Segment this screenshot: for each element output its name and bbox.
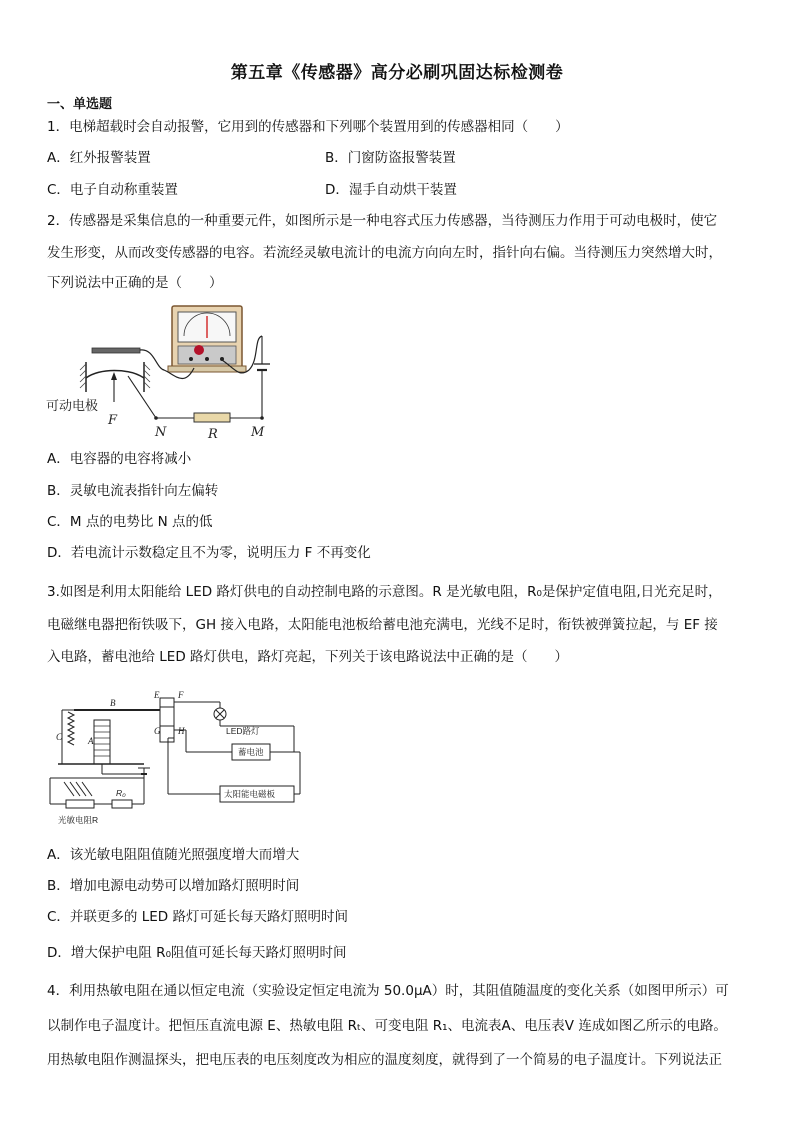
- galvanometer-icon: [168, 306, 246, 372]
- q2-stem-line-1: 2．传感器是采集信息的一种重要元件，如图所示是一种电容式压力传感器，当待测压力作用于可动电极时，使它: [47, 213, 718, 229]
- label-led-lamp: LED路灯: [226, 726, 260, 736]
- q2-stem-line-2: 发生形变，从而改变传感器的电容。若流经灵敏电流计的电流方向向左时，指针向右偏。当待测压力突然增大时，: [47, 245, 722, 261]
- page-title: 第五章《传感器》高分必刷巩固达标检测卷: [230, 63, 564, 83]
- q3-option-b[interactable]: B．增加电源电动势可以增加路灯照明时间: [47, 878, 300, 894]
- label-C: C: [56, 732, 63, 742]
- label-H: H: [178, 726, 185, 736]
- q2-stem-line-3: 下列说法中正确的是（ ）: [47, 275, 223, 291]
- label-F: F: [108, 413, 118, 428]
- label-solar-panel: 太阳能电磁板: [224, 789, 276, 799]
- label-A: A: [88, 736, 94, 746]
- q1-stem: 1．电梯超载时会自动报警，它用到的传感器和下列哪个装置用到的传感器相同（ ）: [47, 119, 569, 135]
- q4-stem-line-1: 4．利用热敏电阻在通以恒定电流（实验设定恒定电流为 50.0μA）时，其阻值随温度的变化关系（如图甲所示）可: [47, 983, 729, 999]
- label-photoresistor: 光敏电阻R: [58, 815, 99, 825]
- q3-option-c[interactable]: C．并联更多的 LED 路灯可延长每天路灯照明时间: [47, 909, 348, 925]
- label-movable-electrode: 可动电极: [46, 398, 99, 413]
- q1-option-c[interactable]: C．电子自动称重装置: [47, 182, 178, 198]
- label-B: B: [110, 698, 116, 708]
- q2-option-c[interactable]: C．M 点的电势比 N 点的低: [47, 514, 213, 530]
- q1-option-a[interactable]: A．红外报警装置: [47, 150, 151, 166]
- q3-stem-line-3: 入电路，蓄电池给 LED 路灯供电，路灯亮起，下列关于该电路说法中正确的是（ ）: [47, 649, 569, 665]
- label-G: G: [154, 726, 161, 736]
- q4-stem-line-2: 以制作电子温度计。把恒压直流电源 E、热敏电阻 Rₜ、可变电阻 R₁、电流表A、电压表V 连成如图乙所示的电路。: [47, 1018, 727, 1034]
- label-E: E: [154, 690, 160, 700]
- label-r0: R₀: [116, 788, 126, 798]
- q2-option-d[interactable]: D．若电流计示数稳定且不为零，说明压力 F 不再变化: [47, 545, 371, 561]
- q3-stem-line-2: 电磁继电器把衔铁吸下，GH 接入电路，太阳能电池板给蓄电池充满电，光线不足时，衔铁被弹簧拉起，与 EF 接: [47, 617, 718, 633]
- q2-option-a[interactable]: A．电容器的电容将减小: [47, 451, 192, 467]
- label-R: R: [208, 427, 218, 442]
- section-heading: 一、单选题: [47, 97, 113, 112]
- q4-stem-line-3: 用热敏电阻作测温探头，把电压表的电压刻度改为相应的温度刻度，就得到了一个简易的电子温度计。下列说法正: [47, 1052, 722, 1068]
- q1-option-b[interactable]: B．门窗防盗报警装置: [325, 150, 456, 166]
- q3-relay-circuit-diagram: [44, 682, 304, 832]
- label-M: M: [251, 425, 265, 440]
- q3-option-d[interactable]: D．增大保护电阻 R₀阻值可延长每天路灯照明时间: [47, 945, 347, 961]
- label-battery: 蓄电池: [238, 747, 264, 757]
- label-N: N: [155, 425, 167, 440]
- q2-capacitor-sensor-diagram: [44, 298, 284, 443]
- q1-option-d[interactable]: D．湿手自动烘干装置: [325, 182, 457, 198]
- label-F: F: [178, 690, 184, 700]
- q3-stem-line-1: 3.如图是利用太阳能给 LED 路灯供电的自动控制电路的示意图。R 是光敏电阻，R₀是保护定值电阻,日光充足时，: [47, 584, 722, 600]
- q2-option-b[interactable]: B．灵敏电流表指针向左偏转: [47, 483, 219, 499]
- q3-option-a[interactable]: A．该光敏电阻阻值随光照强度增大而增大: [47, 847, 300, 863]
